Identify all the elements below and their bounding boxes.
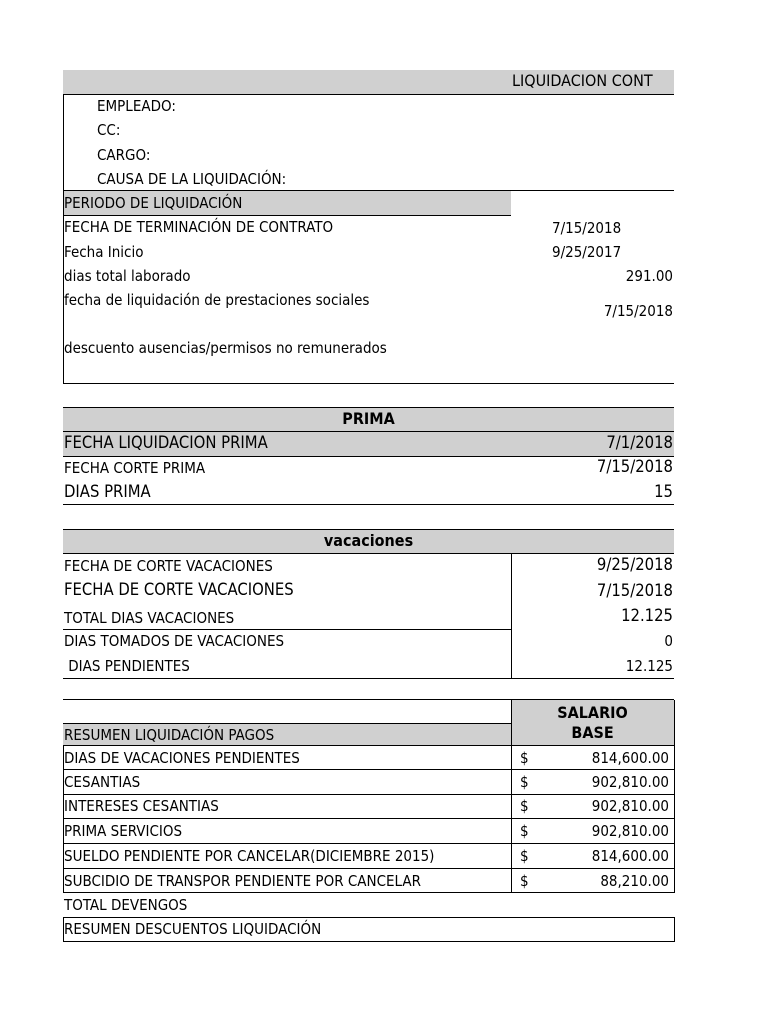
- currency-symbol: $: [520, 822, 529, 840]
- periodo-heading: PERIODO DE LIQUIDACIÓN: [64, 194, 243, 212]
- resumen-row-value: 88,210.00: [600, 872, 669, 890]
- total-devengos-label: TOTAL DEVENGOS: [64, 896, 188, 914]
- vacaciones-row-value: 12.125: [625, 657, 673, 675]
- periodo-row-value: 7/15/2018: [603, 302, 673, 320]
- vacaciones-row-label: TOTAL DIAS VACACIONES: [64, 609, 235, 627]
- vacaciones-row-label: DIAS TOMADOS DE VACACIONES: [64, 632, 285, 650]
- periodo-row-label: fecha de liquidación de prestaciones sociales: [64, 291, 370, 309]
- resumen-row-label: CESANTIAS: [64, 773, 141, 791]
- resumen-row-label: SUBCIDIO DE TRANSPOR PENDIENTE POR CANCELAR: [64, 872, 422, 890]
- prima-row-value: 7/15/2018: [596, 457, 673, 476]
- resumen-heading: RESUMEN LIQUIDACIÓN PAGOS: [64, 726, 275, 744]
- resumen-row-label: SUELDO PENDIENTE POR CANCELAR(DICIEMBRE 2015): [64, 847, 435, 865]
- vacaciones-row-label: DIAS PENDIENTES: [64, 657, 190, 675]
- prima-row-label: DIAS PRIMA: [64, 482, 151, 501]
- vacaciones-row-value: 0: [664, 632, 673, 650]
- cc-label: CC:: [97, 121, 121, 139]
- periodo-row-value: 9/25/2017: [552, 243, 622, 261]
- resumen-row-value: 814,600.00: [591, 749, 669, 767]
- resumen-row-label: DIAS DE VACACIONES PENDIENTES: [64, 749, 300, 767]
- prima-heading: PRIMA: [342, 409, 395, 428]
- prima-row-label: FECHA CORTE PRIMA: [64, 459, 206, 477]
- resumen-row-value: 902,810.00: [591, 822, 669, 840]
- salario-heading: SALARIO: [557, 703, 628, 722]
- currency-symbol: $: [520, 749, 529, 767]
- vacaciones-heading: vacaciones: [323, 531, 414, 550]
- vacaciones-row-value: 12.125: [621, 606, 673, 625]
- prima-row-value: 15: [654, 482, 673, 501]
- currency-symbol: $: [520, 847, 529, 865]
- resumen-row-value: 902,810.00: [591, 797, 669, 815]
- periodo-row-label: dias total laborado: [64, 267, 191, 285]
- page-title: LIQUIDACION CONT: [512, 72, 653, 90]
- vacaciones-row-value: 9/25/2018: [596, 555, 673, 574]
- vacaciones-row-label: FECHA DE CORTE VACACIONES: [64, 580, 294, 599]
- resumen-row-label: PRIMA SERVICIOS: [64, 822, 183, 840]
- periodo-row-value: 7/15/2018: [552, 219, 622, 237]
- empleado-label: EMPLEADO:: [97, 97, 176, 115]
- prima-row-value: 7/1/2018: [606, 433, 673, 452]
- currency-symbol: $: [520, 773, 529, 791]
- currency-symbol: $: [520, 797, 529, 815]
- periodo-row-label: Fecha Inicio: [64, 243, 144, 261]
- descuentos-label: RESUMEN DESCUENTOS LIQUIDACIÓN: [64, 920, 322, 938]
- periodo-row-value: 291.00: [625, 267, 673, 285]
- vacaciones-row-value: 7/15/2018: [596, 581, 673, 600]
- periodo-row-label: descuento ausencias/permisos no remunerados: [64, 339, 387, 357]
- cargo-label: CARGO:: [97, 146, 151, 164]
- resumen-row-label: INTERESES CESANTIAS: [64, 797, 219, 815]
- vacaciones-row-label: FECHA DE CORTE VACACIONES: [64, 557, 273, 575]
- causa-label: CAUSA DE LA LIQUIDACIÓN:: [97, 170, 287, 188]
- periodo-row-label: FECHA DE TERMINACIÓN DE CONTRATO: [64, 218, 334, 236]
- base-heading: BASE: [571, 723, 614, 742]
- prima-row-label: FECHA LIQUIDACION PRIMA: [64, 433, 268, 452]
- resumen-row-value: 814,600.00: [591, 847, 669, 865]
- currency-symbol: $: [520, 872, 529, 890]
- resumen-row-value: 902,810.00: [591, 773, 669, 791]
